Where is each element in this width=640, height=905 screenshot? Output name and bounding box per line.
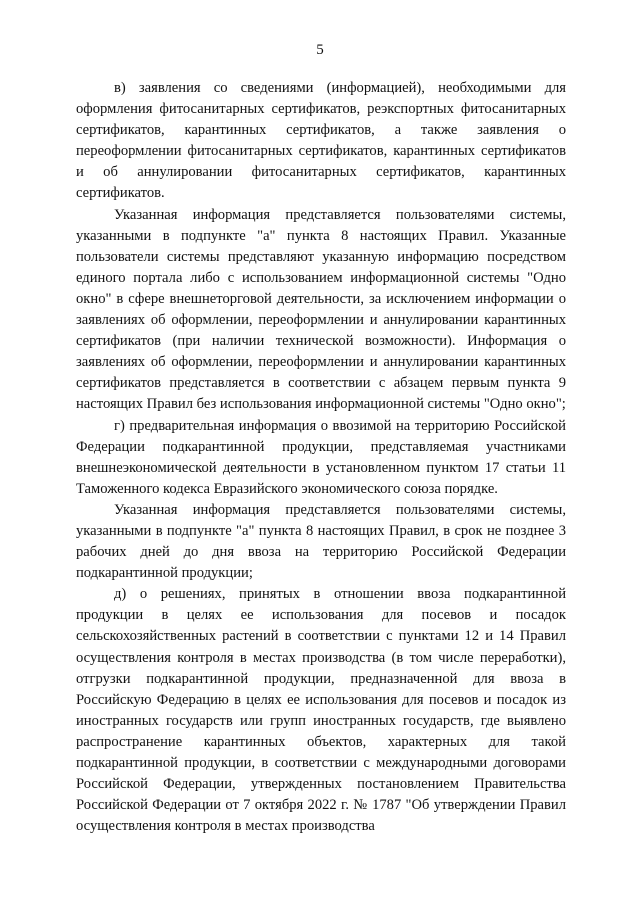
paragraph-info-deadline: Указанная информация представляется пользователями системы, указанными в подпункте "а" пункта 8 настоящих Правил, в срок не позднее 3 рабочих дней до дня ввоза на территорию Российской Федерации подкарантинной продукции;	[76, 501, 566, 582]
paragraph-g-preliminary-info: г) предварительная информация о ввозимой на территорию Российской Федерации подкарантинной продукции, представляемая участниками внешнеэкономической деятельности в установленном пунктом 17 статьи 11 Таможенного кодекса Евразийского экономического союза порядке.	[76, 417, 566, 497]
paragraph-d-decisions: д) о решениях, принятых в отношении ввоза подкарантинной продукции в целях ее использования для посевов и посадок сельскохозяйственных растений в соответствии с пунктами 12 и 14 Правил осуществления контроля в местах производства (в том числе переработки), отгрузки подкарантинной продукции, предназначенной для ввоза в Российскую Федерацию в целях ее использования для посевов и посадок из иностранных государств или групп иностранных государств, где выявлено распространение карантинных объектов, характерных для такой подкарантинной продукции, в соответствии с международными договорами Российской Федерации, утвержденных постановлением Правительства Российской Федерации от 7 октября 2022 г. № 1787 "Об утверждении Правил осуществления контроля в местах производства	[76, 586, 566, 835]
paragraph-v-applications: в) заявления со сведениями (информацией), необходимыми для оформления фитосанитарных сертификатов, реэкспортных фитосанитарных сертификатов, карантинных сертификатов, а также заявления о переоформлении фитосанитарных сертификатов, карантинных сертификатов и об аннулировании фитосанитарных сертификатов, карантинных сертификатов.	[76, 80, 566, 202]
paragraph-info-provision: Указанная информация представляется пользователями системы, указанными в подпункте "а" пункта 8 настоящих Правил. Указанные пользователи системы представляют указанную информацию посредством единого портала либо с использованием информационной системы "Одно окно" в сфере внешнеторговой деятельности, за исключением информации о заявлениях об оформлении, переоформлении и аннулировании карантинных сертификатов (при наличии технической возможности). Информация о заявлениях об оформлении, переоформлении и аннулировании карантинных сертификатов представляется в соответствии с абзацем первым пункта 9 настоящих Правил без использования информационной системы "Одно окно";	[76, 206, 566, 413]
page-number: 5	[316, 42, 324, 58]
document-body	[76, 78, 566, 837]
